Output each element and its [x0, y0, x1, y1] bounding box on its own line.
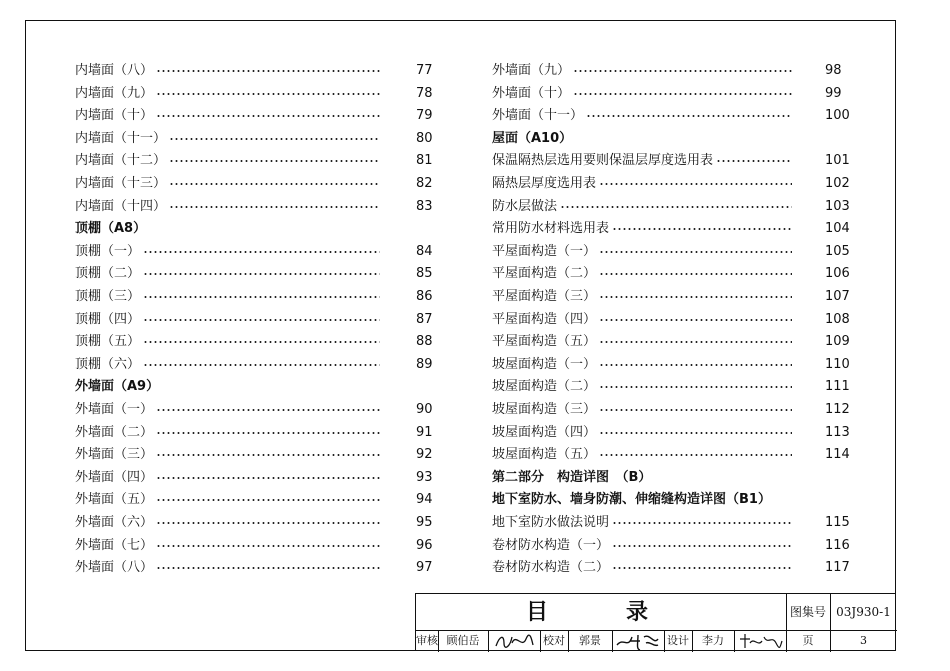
toc-entry-label: 坡屋面构造（四）	[492, 423, 597, 443]
section-heading	[492, 468, 852, 488]
dot-leader	[599, 409, 792, 411]
toc-entry-label: 顶棚（二）	[75, 264, 141, 284]
section-heading	[75, 377, 435, 397]
toc-entry	[75, 287, 435, 307]
dot-leader	[156, 454, 380, 456]
toc-entry	[75, 332, 435, 352]
toc-entry	[75, 197, 435, 217]
toc-entry	[75, 355, 435, 375]
toc-entry	[75, 264, 435, 284]
toc-entry-label: 内墙面（十一）	[75, 129, 167, 149]
toc-entry-label: 顶棚（三）	[75, 287, 141, 307]
toc-entry-label: 内墙面（八）	[75, 61, 154, 81]
dot-leader	[716, 160, 792, 162]
toc-entry-page: 107	[825, 289, 850, 304]
toc-entry-page: 115	[825, 515, 850, 530]
toc-entry-page: 99	[825, 85, 842, 101]
dot-leader	[156, 409, 380, 411]
toc-entry	[492, 332, 852, 352]
toc-entry-label: 内墙面（十二）	[75, 151, 167, 171]
toc-entry-label: 内墙面（十四）	[75, 197, 167, 217]
toc-entry-page: 96	[416, 537, 433, 553]
dot-leader	[599, 296, 792, 298]
toc-entry-page: 81	[416, 153, 433, 169]
toc-entry-label: 外墙面（五）	[75, 490, 154, 510]
toc-entry-page: 98	[825, 63, 842, 78]
toc-entry	[492, 513, 852, 533]
toc-entry-label: 坡屋面构造（二）	[492, 377, 597, 397]
toc-entry-label: 坡屋面构造（一）	[492, 355, 597, 375]
toc-entry-label: 外墙面（八）	[75, 558, 154, 578]
dot-leader	[612, 228, 792, 230]
designer-name: 李力	[702, 634, 724, 647]
toc-entry	[75, 536, 435, 556]
toc-entry	[492, 84, 852, 104]
toc-entry	[75, 151, 435, 171]
toc-entry-label: 内墙面（十三）	[75, 174, 167, 194]
section-heading-label: 第二部分 构造详图 （B）	[492, 468, 652, 488]
section-heading-label: 地下室防水、墙身防潮、伸缩缝构造详图（B1）	[492, 490, 772, 510]
toc-entry-page: 117	[825, 560, 850, 576]
toc-entry-label: 顶棚（四）	[75, 310, 141, 330]
toc-entry	[75, 400, 435, 420]
title-block-divider	[612, 630, 613, 652]
toc-entry-page: 103	[825, 198, 850, 214]
toc-entry-label: 坡屋面构造（三）	[492, 400, 597, 420]
toc-entry-page: 78	[416, 85, 433, 101]
toc-entry-page: 87	[416, 311, 433, 327]
toc-entry-page: 94	[416, 492, 433, 508]
toc-entry-label: 外墙面（七）	[75, 536, 154, 556]
toc-entry	[75, 129, 435, 149]
toc-entry	[75, 423, 435, 443]
toc-entry-label: 顶棚（五）	[75, 332, 141, 352]
dot-leader	[143, 251, 380, 253]
toc-entry-page: 77	[416, 63, 433, 78]
dot-leader	[599, 273, 792, 275]
toc-entry-label: 外墙面（十一）	[492, 106, 584, 126]
dot-leader	[143, 364, 380, 366]
toc-entry-page: 101	[825, 153, 850, 169]
designer-signature	[736, 631, 784, 651]
toc-entry-page: 92	[416, 447, 433, 463]
dot-leader	[156, 432, 380, 434]
atlas-number: 03J930-1	[836, 605, 891, 619]
dot-leader	[143, 273, 380, 275]
toc-entry-page: 91	[416, 424, 433, 440]
toc-entry-label: 平屋面构造（五）	[492, 332, 597, 352]
toc-entry-page: 116	[825, 537, 850, 553]
toc-entry-page: 79	[416, 108, 433, 124]
toc-entry-label: 顶棚（一）	[75, 242, 141, 262]
toc-entry-page: 84	[416, 243, 433, 259]
toc-entry-label: 保温隔热层选用要则保温层厚度选用表	[492, 151, 714, 171]
reviewer-signature	[492, 631, 536, 651]
dot-leader	[612, 545, 792, 547]
toc-entry-page: 90	[416, 402, 433, 417]
toc-entry	[75, 558, 435, 578]
dot-leader	[599, 454, 792, 456]
toc-entry	[492, 151, 852, 171]
toc-entry-label: 卷材防水构造（一）	[492, 536, 610, 556]
page-label: 页	[802, 634, 814, 647]
toc-entry	[492, 106, 852, 126]
toc-entry	[492, 264, 852, 284]
toc-entry	[492, 287, 852, 307]
toc-entry-page: 93	[416, 469, 433, 485]
dot-leader	[156, 93, 380, 95]
toc-entry-page: 89	[416, 356, 433, 372]
toc-entry-page: 114	[825, 447, 850, 463]
section-heading	[492, 129, 852, 149]
toc-entry-label: 外墙面（一）	[75, 400, 154, 420]
design-label: 设计	[667, 634, 689, 647]
toc-entry-label: 常用防水材料选用表	[492, 219, 610, 239]
toc-entry	[75, 61, 435, 81]
toc-entry	[492, 445, 852, 465]
toc-entry-label: 平屋面构造（二）	[492, 264, 597, 284]
toc-entry	[492, 423, 852, 443]
toc-entry	[75, 310, 435, 330]
toc-entry	[75, 490, 435, 510]
dot-leader	[573, 93, 792, 95]
toc-entry-label: 外墙面（三）	[75, 445, 154, 465]
section-heading	[75, 219, 435, 239]
title-block-divider	[488, 630, 489, 652]
toc-entry-label: 外墙面（二）	[75, 423, 154, 443]
toc-entry-page: 88	[416, 334, 433, 350]
toc-entry	[75, 84, 435, 104]
dot-leader	[156, 115, 380, 117]
title-block	[415, 593, 896, 651]
toc-entry	[492, 174, 852, 194]
dot-leader	[156, 545, 380, 547]
toc-entry-page: 86	[416, 289, 433, 304]
toc-entry-page: 109	[825, 334, 850, 350]
dot-leader	[143, 341, 380, 343]
toc-entry-label: 平屋面构造（四）	[492, 310, 597, 330]
toc-entry	[75, 174, 435, 194]
toc-entry-page: 100	[825, 108, 850, 124]
reviewer-name: 顾伯岳	[446, 634, 480, 647]
toc-entry-label: 防水层做法	[492, 197, 558, 217]
toc-entry-page: 95	[416, 515, 433, 530]
dot-leader	[599, 183, 792, 185]
toc-entry-page: 108	[825, 311, 850, 327]
section-heading	[492, 490, 852, 510]
toc-entry-label: 外墙面（六）	[75, 513, 154, 533]
toc-entry-label: 顶棚（六）	[75, 355, 141, 375]
toc-entry	[492, 310, 852, 330]
dot-leader	[573, 70, 792, 72]
toc-entry-label: 卷材防水构造（二）	[492, 558, 610, 578]
toc-entry	[492, 558, 852, 578]
toc-entry-page: 105	[825, 243, 850, 259]
toc-entry-page: 82	[416, 176, 433, 191]
toc-entry-page: 106	[825, 266, 850, 282]
dot-leader	[156, 522, 380, 524]
toc-entry	[75, 106, 435, 126]
toc-entry-page: 97	[416, 560, 433, 576]
toc-entry-label: 外墙面（十）	[492, 84, 571, 104]
toc-entry-label: 外墙面（九）	[492, 61, 571, 81]
toc-entry	[492, 355, 852, 375]
toc-entry-page: 113	[825, 424, 850, 440]
toc-entry-label: 外墙面（四）	[75, 468, 154, 488]
page-number: 3	[860, 634, 867, 647]
toc-entry	[75, 468, 435, 488]
toc-entry-page: 83	[416, 198, 433, 214]
toc-entry	[75, 513, 435, 533]
dot-leader	[156, 70, 380, 72]
toc-entry	[75, 242, 435, 262]
dot-leader	[599, 341, 792, 343]
dot-leader	[169, 138, 380, 140]
checker-name: 郭景	[579, 634, 601, 647]
toc-entry-label: 内墙面（十）	[75, 106, 154, 126]
toc-entry	[492, 197, 852, 217]
toc-entry-page: 80	[416, 130, 433, 146]
toc-entry-page: 111	[825, 379, 850, 395]
atlas-number-label: 图集号	[789, 605, 826, 619]
dot-leader	[599, 432, 792, 434]
dot-leader	[612, 567, 792, 569]
dot-leader	[143, 319, 380, 321]
check-label: 校对	[543, 634, 565, 647]
toc-entry	[75, 445, 435, 465]
toc-entry-page: 85	[416, 266, 433, 282]
toc-entry	[492, 377, 852, 397]
dot-leader	[599, 319, 792, 321]
checker-signature	[614, 631, 662, 651]
title-block-title: 目 录	[525, 599, 676, 625]
toc-entry-label: 内墙面（九）	[75, 84, 154, 104]
toc-entry-page: 112	[825, 402, 850, 417]
section-heading-label: 屋面（A10）	[492, 129, 573, 149]
dot-leader	[169, 206, 380, 208]
toc-entry-label: 平屋面构造（一）	[492, 242, 597, 262]
title-block-divider	[734, 630, 735, 652]
toc-entry	[492, 219, 852, 239]
toc-entry-page: 110	[825, 356, 850, 372]
dot-leader	[560, 206, 792, 208]
dot-leader	[156, 477, 380, 479]
toc-entry	[492, 242, 852, 262]
toc-entry-page: 102	[825, 176, 850, 191]
dot-leader	[612, 522, 792, 524]
toc-entry	[492, 400, 852, 420]
toc-entry-label: 平屋面构造（三）	[492, 287, 597, 307]
dot-leader	[143, 296, 380, 298]
section-heading-label: 外墙面（A9）	[75, 377, 160, 397]
section-heading-label: 顶棚（A8）	[75, 219, 147, 239]
review-label: 审核	[416, 634, 438, 647]
toc-entry-label: 隔热层厚度选用表	[492, 174, 597, 194]
toc-entry-label: 地下室防水做法说明	[492, 513, 610, 533]
toc-entry-label: 坡屋面构造（五）	[492, 445, 597, 465]
dot-leader	[599, 251, 792, 253]
dot-leader	[156, 567, 380, 569]
dot-leader	[599, 386, 792, 388]
dot-leader	[586, 115, 792, 117]
toc-entry	[492, 61, 852, 81]
dot-leader	[599, 364, 792, 366]
toc-entry-page: 104	[825, 221, 850, 237]
dot-leader	[169, 183, 380, 185]
dot-leader	[156, 499, 380, 501]
dot-leader	[169, 160, 380, 162]
toc-entry	[492, 536, 852, 556]
